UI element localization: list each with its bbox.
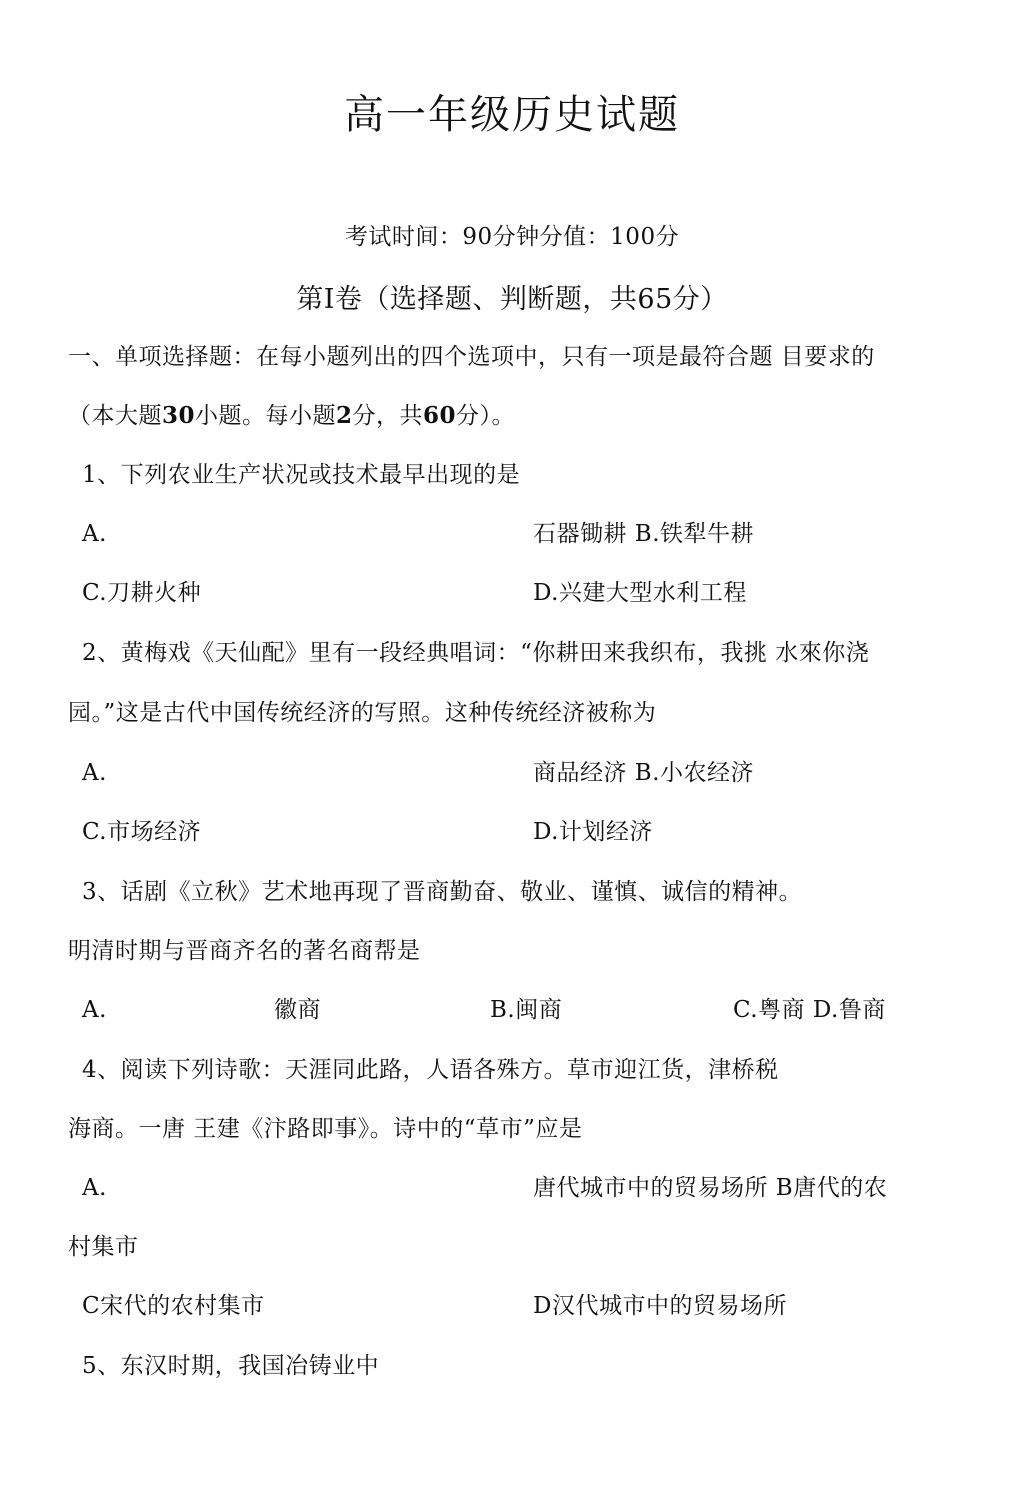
question-3-option-c-d: C.粤商 D.鲁商 <box>733 997 886 1023</box>
question-3-option-a-label: A. <box>82 997 107 1023</box>
question-1-option-a-label: A. <box>82 521 107 547</box>
instruction-line-2 <box>68 401 515 431</box>
question-1-option-a-text: 石器锄耕 B.铁犁牛耕 <box>533 521 755 547</box>
question-2-option-d: D.计划经济 <box>533 819 653 845</box>
exam-info: 考试时间：90分钟分值：100分 <box>344 224 680 250</box>
question-2-option-a-label: A. <box>82 760 107 786</box>
instruction-suffix: 分）。 <box>456 403 516 429</box>
question-4-option-d: D汉代城市中的贸易场所 <box>533 1293 787 1319</box>
instruction-mid-2: 分，共 <box>352 403 424 429</box>
question-3-stem-line-2: 明清时期与晋商齐名的著名商帮是 <box>68 938 421 964</box>
question-3-stem-line-1: 3、话剧《立秋》艺术地再现了晋商勤奋、敬业、谨慎、诚信的精神。 <box>82 879 803 905</box>
question-5-stem: 5、东汉时期，我国冶铸业中 <box>82 1353 380 1379</box>
question-1-option-d: D.兴建大型水利工程 <box>533 580 747 606</box>
question-2-option-a-text: 商品经济 B.小农经济 <box>533 760 755 786</box>
question-2-option-c: C.市场经济 <box>82 819 202 845</box>
question-1-stem: 1、下列农业生产状况或技术最早出现的是 <box>82 462 521 488</box>
question-4-stem-line-1: 4、阅读下列诗歌：天涯同此路，人语各殊方。草市迎江货，津桥税 <box>82 1057 779 1083</box>
question-4-stem-line-2: 海商。一唐 王建《汴路即事》。诗中的“草市”应是 <box>68 1116 583 1142</box>
page-title: 高一年级历史试题 <box>344 92 680 138</box>
question-count: 30 <box>162 402 196 429</box>
instruction-line-1: 一、单项选择题：在每小题列出的四个选项中，只有一项是最符合题 目要求的 <box>68 344 875 370</box>
question-4-option-c: C宋代的农村集市 <box>82 1293 265 1319</box>
question-2-stem-line-1: 2、黄梅戏《天仙配》里有一段经典唱词：“你耕田来我织布，我挑 水來你浇 <box>82 640 870 666</box>
instruction-mid-1: 小题。每小题 <box>195 403 337 429</box>
question-3-option-a-text: 徽商 <box>274 997 321 1023</box>
question-4-option-b-continued: 村集市 <box>68 1234 139 1260</box>
question-3-option-b: B.闽商 <box>490 997 563 1023</box>
question-4-option-a-text: 唐代城市中的贸易场所 B唐代的农 <box>533 1175 888 1201</box>
section-title: 第I卷（选择题、判断题，共65分） <box>296 284 728 315</box>
question-4-option-a-label: A. <box>82 1175 107 1201</box>
question-2-stem-line-2: 园。”这是古代中国传统经济的写照。这种传统经济被称为 <box>68 700 657 726</box>
points-each: 2 <box>336 402 353 429</box>
question-1-option-c: C.刀耕火种 <box>82 580 202 606</box>
total-points: 60 <box>423 402 457 429</box>
instruction-prefix: （本大题 <box>68 403 162 429</box>
